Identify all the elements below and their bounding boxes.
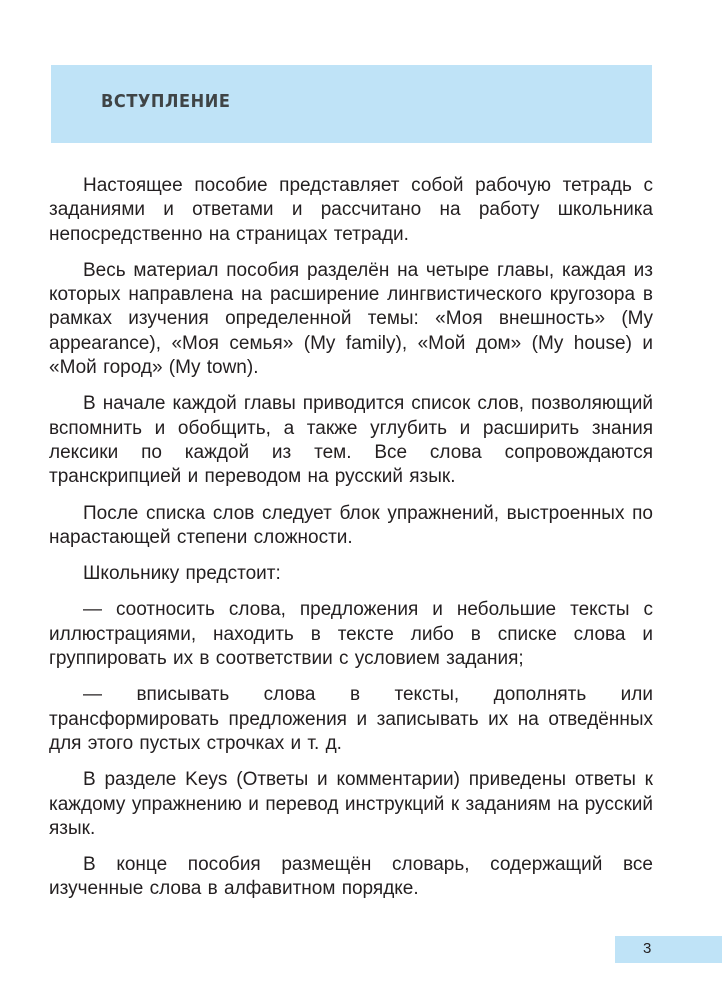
paragraph-keys-section: В разделе Keys (Ответы и комментарии) приведены ответы к каждому упражнению и перевод инструкций к заданиям на русский язык.: [49, 769, 653, 839]
paragraph-student-tasks-intro: Школьнику предстоит:: [83, 563, 281, 585]
paragraph-exercises: После списка слов следует блок упражнений, выстроенных по нарастающей степени сложности.: [49, 502, 653, 548]
intro-body-text: [49, 174, 653, 914]
paragraph-chapters: Весь материал пособия разделён на четыре главы, каждая из которых направлена на расширение лингвистического кругозора в рамках изучения определенной темы: «Моя внешность» (My appearance), «Моя семья» (My family), «Мой дом» (My house) и «Мой город» (My town).: [49, 259, 653, 379]
paragraph-task-matching: — соотносить слова, предложения и небольшие тексты с иллюстрациями, находить в тексте либо в списке слова и группировать их в соответствии с условием задания;: [49, 599, 653, 670]
page-number-band: [615, 936, 722, 963]
paragraph-workbook-description: Настоящее пособие представляет собой рабочую тетрадь с заданиями и ответами и рассчитано на работу школьника непосредственно на страницах тетради.: [49, 175, 653, 245]
section-header-band: [51, 65, 652, 143]
paragraph-word-list: В начале каждой главы приводится список слов, позволяющий вспомнить и обобщить, а также углубить и расширить знания лексики по каждой из тем. Все слова сопровождаются транскрипцией и переводом на русский язык.: [49, 393, 653, 488]
paragraph-dictionary: В конце пособия размещён словарь, содержащий все изученные слова в алфавитном порядке.: [49, 854, 653, 900]
paragraph-task-writing: — вписывать слова в тексты, дополнять или трансформировать предложения и записывать их на отведённых для этого пустых строчках и т. д.: [49, 684, 653, 754]
page-number: 3: [643, 940, 652, 957]
section-title: ВСТУПЛЕНИЕ: [101, 91, 231, 112]
